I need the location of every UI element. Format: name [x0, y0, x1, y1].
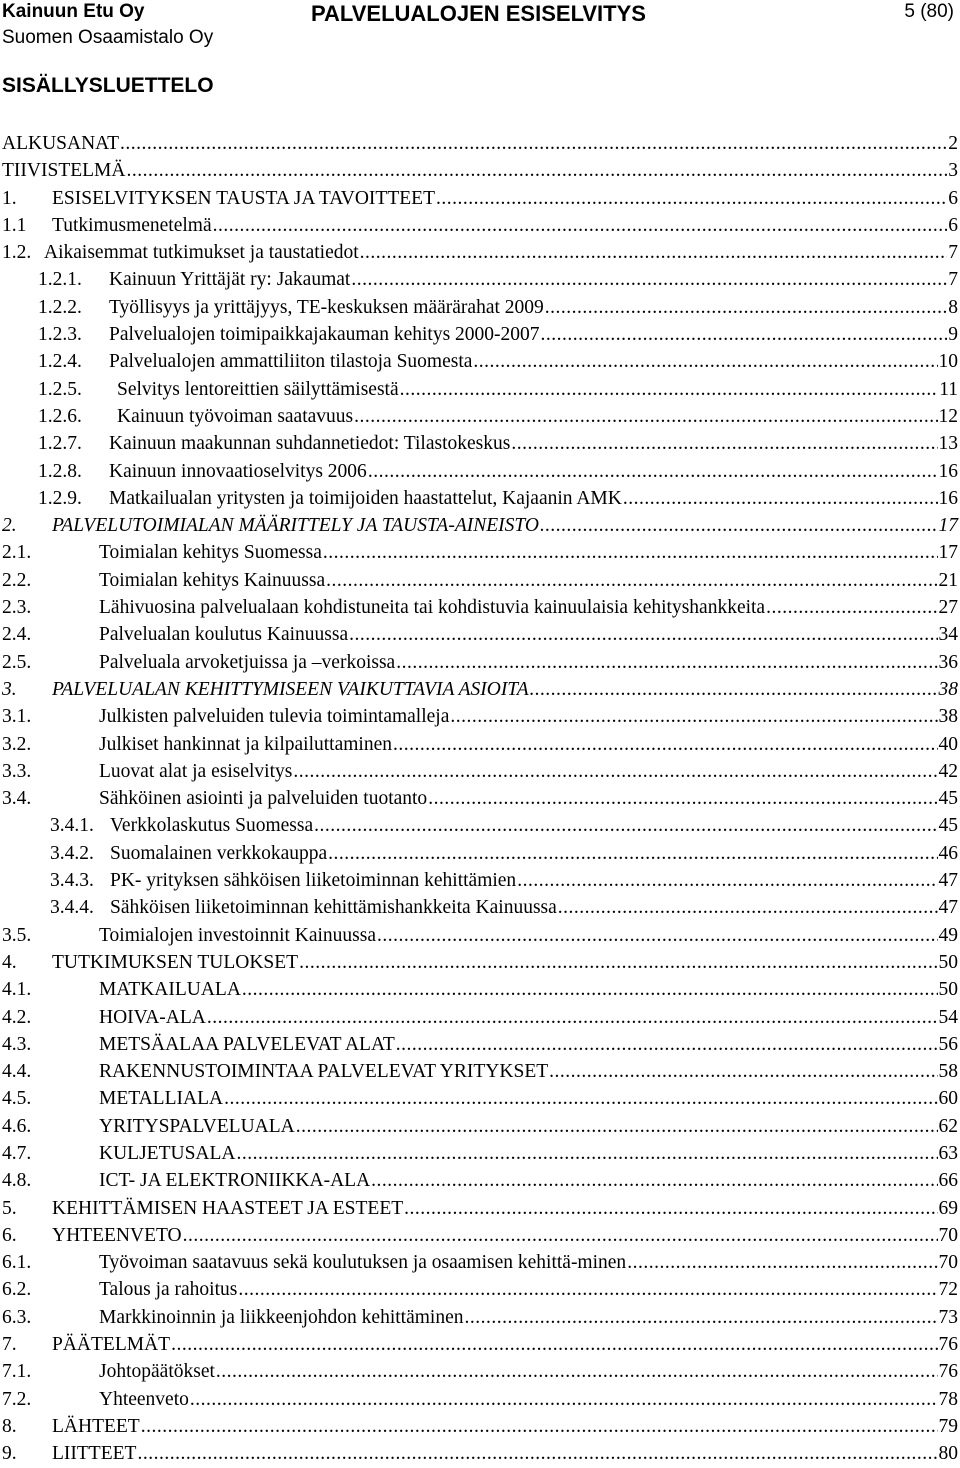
toc-entry-title: Toimialojen investoinnit Kainuussa: [99, 924, 377, 946]
company-name: Kainuun Etu Oy: [2, 1, 145, 22]
toc-entry-number: 3.1.: [2, 706, 32, 728]
toc-dot-leader: [354, 403, 937, 430]
toc-entry[interactable]: [0, 294, 958, 321]
toc-entry-number: 6.2.: [2, 1279, 32, 1301]
toc-entry-page: 2: [948, 133, 958, 154]
toc-entry[interactable]: [0, 212, 958, 239]
toc-entry-title: Palvelualojen ammattiliiton tilastoja Suomesta: [109, 351, 473, 373]
toc-entry-title: TIIVISTELMÄ: [2, 160, 126, 182]
toc-dot-leader: [464, 1304, 937, 1331]
toc-entry-title: Markkinoinnin ja liikkeenjohdon kehittäminen: [99, 1306, 464, 1328]
toc-entry[interactable]: [0, 239, 958, 266]
toc-entry-title: METALLIALA: [99, 1088, 224, 1110]
toc-entry[interactable]: [0, 1195, 958, 1222]
toc-entry-page: 62: [938, 1115, 958, 1137]
toc-dot-leader: [224, 1085, 937, 1112]
toc-entry-page: 47: [938, 897, 958, 919]
toc-entry[interactable]: [0, 157, 958, 184]
toc-dot-leader: [473, 348, 937, 375]
toc-entry-page: 47: [938, 870, 958, 892]
toc-entry-title: Aikaisemmat tutkimukset ja taustatiedot: [44, 242, 359, 264]
toc-entry-page: 46: [938, 842, 958, 864]
toc-entry-number: 3.3.: [2, 760, 32, 782]
toc-dot-leader: [314, 812, 937, 839]
toc-entry-page: 45: [938, 815, 958, 837]
toc-entry-number: 3.4.4.: [50, 897, 94, 919]
toc-dot-leader: [400, 376, 939, 403]
toc-entry-page: 34: [938, 624, 958, 646]
toc-entry-page: 16: [938, 487, 958, 509]
toc-entry-number: 3.4.: [2, 788, 32, 810]
toc-entry-title: Tutkimusmenetelmä: [52, 214, 212, 236]
toc-entry-page: 70: [938, 1224, 958, 1246]
toc-dot-leader: [126, 157, 947, 184]
toc-entry-title: PALVELUALAN KEHITTYMISEEN VAIKUTTAVIA ASIOITA: [52, 678, 529, 700]
toc-dot-leader: [368, 458, 938, 485]
toc-entry[interactable]: [0, 976, 958, 1003]
toc-entry-title: LIITTEET: [52, 1443, 137, 1465]
toc-entry-page: 11: [939, 378, 958, 400]
toc-entry-page: 80: [938, 1443, 958, 1465]
toc-entry-title: YRITYSPALVELUALA: [99, 1115, 295, 1137]
toc-entry-title: Matkailualan yritysten ja toimijoiden haastattelut, Kajaanin AMK: [109, 487, 622, 509]
toc-dot-leader: [237, 1140, 938, 1167]
toc-entry-page: 38: [938, 706, 958, 728]
toc-entry-page: 7: [948, 242, 958, 264]
toc-entry-title: Luovat alat ja esiselvitys: [99, 760, 293, 782]
toc-entry-number: 1.2.8.: [38, 460, 82, 482]
toc-dot-leader: [511, 430, 937, 457]
toc-entry[interactable]: [0, 485, 958, 512]
toc-entry-number: 7.1.: [2, 1361, 32, 1383]
toc-entry-number: 5.: [2, 1197, 17, 1219]
toc-entry-number: 1.2.7.: [38, 433, 82, 455]
document-title: PALVELUALOJEN ESISELVITYS: [311, 1, 646, 26]
toc-entry[interactable]: [0, 1004, 958, 1031]
toc-entry-title: Julkisten palveluiden tulevia toimintamalleja: [99, 706, 450, 728]
toc-entry-number: 2.3.: [2, 597, 32, 619]
toc-dot-leader: [371, 1167, 937, 1194]
toc-entry-title: Kainuun työvoiman saatavuus: [117, 405, 354, 427]
toc-entry-page: 69: [938, 1197, 958, 1219]
toc-entry-page: 54: [938, 1006, 958, 1028]
toc-entry-number: 4.2.: [2, 1006, 32, 1028]
toc-entry-page: 45: [938, 788, 958, 810]
toc-entry-page: 66: [938, 1170, 958, 1192]
toc-entry-title: Palvelualojen toimipaikkajakauman kehitys 2000-2007: [109, 324, 540, 346]
toc-entry[interactable]: [0, 1413, 958, 1440]
toc-entry-title: Kainuun maakunnan suhdannetiedot: Tilastokeskus: [109, 433, 511, 455]
toc-entry[interactable]: [0, 321, 958, 348]
toc-dot-leader: [216, 1358, 938, 1385]
toc-entry[interactable]: [0, 1276, 958, 1303]
toc-dot-leader: [141, 1413, 938, 1440]
toc-dot-leader: [450, 703, 937, 730]
toc-entry[interactable]: [0, 703, 958, 730]
toc-entry[interactable]: [0, 348, 958, 375]
toc-entry-page: 13: [938, 433, 958, 455]
toc-entry-page: 78: [938, 1388, 958, 1410]
toc-entry-page: 16: [938, 460, 958, 482]
toc-entry-page: 42: [938, 760, 958, 782]
toc-dot-leader: [627, 1249, 937, 1276]
toc-entry-number: 7.: [2, 1334, 17, 1356]
toc-dot-leader: [541, 321, 948, 348]
toc-entry[interactable]: [0, 1058, 958, 1085]
toc-dot-leader: [428, 785, 937, 812]
toc-entry[interactable]: [0, 130, 958, 157]
toc-entry-title: Johtopäätökset: [99, 1361, 215, 1383]
toc-entry-number: 2.: [2, 515, 17, 537]
toc-entry-title: Työllisyys ja yrittäjyys, TE-keskuksen määrärahat 2009: [109, 296, 544, 318]
toc-entry[interactable]: [0, 731, 958, 758]
toc-dot-leader: [549, 1058, 937, 1085]
toc-entry-number: 1.2.6.: [38, 405, 82, 427]
toc-entry-number: 4.1.: [2, 979, 32, 1001]
toc-entry-number: 1.2.9.: [38, 487, 82, 509]
toc-entry[interactable]: [0, 621, 958, 648]
toc-entry-number: 4.8.: [2, 1170, 32, 1192]
toc-entry[interactable]: [0, 1031, 958, 1058]
toc-dot-leader: [558, 894, 938, 921]
toc-entry-page: 76: [938, 1361, 958, 1383]
toc-entry-title: Lähivuosina palvelualaan kohdistuneita tai kohdistuvia kainuulaisia kehityshankkeita: [99, 597, 766, 619]
toc-entry-number: 7.2.: [2, 1388, 32, 1410]
toc-entry-page: 70: [938, 1252, 958, 1274]
toc-dot-leader: [396, 1031, 938, 1058]
toc-entry[interactable]: [0, 1140, 958, 1167]
toc-dot-leader: [242, 976, 938, 1003]
toc-entry-page: 50: [938, 979, 958, 1001]
toc-entry[interactable]: [0, 758, 958, 785]
toc-dot-leader: [238, 1276, 937, 1303]
toc-entry-title: Palvelualan koulutus Kainuussa: [99, 624, 349, 646]
toc-dot-leader: [183, 1222, 938, 1249]
toc-entry-page: 8: [948, 296, 958, 318]
toc-entry-page: 38: [938, 678, 958, 700]
toc-entry[interactable]: [0, 922, 958, 949]
toc-entry-page: 17: [938, 542, 958, 564]
toc-dot-leader: [207, 1004, 938, 1031]
toc-entry-number: 1.2.3.: [38, 324, 82, 346]
toc-entry-number: 3.2.: [2, 733, 32, 755]
toc-entry-title: Julkiset hankinnat ja kilpailuttaminen: [99, 733, 392, 755]
toc-dot-leader: [360, 239, 948, 266]
toc-entry-title: KULJETUSALA: [99, 1142, 236, 1164]
toc-entry-page: 7: [948, 269, 958, 291]
toc-entry-page: 40: [938, 733, 958, 755]
toc-entry[interactable]: [0, 785, 958, 812]
toc-entry-number: 4.4.: [2, 1061, 32, 1083]
toc-entry[interactable]: [0, 1331, 958, 1358]
toc-entry-page: 76: [938, 1334, 958, 1356]
toc-entry-title: LÄHTEET: [52, 1415, 140, 1437]
toc-entry-page: 60: [938, 1088, 958, 1110]
toc-dot-leader: [137, 1440, 937, 1467]
toc-entry-number: 8.: [2, 1415, 17, 1437]
toc-entry-title: YHTEENVETO: [52, 1224, 182, 1246]
organization-name: Suomen Osaamistalo Oy: [2, 27, 214, 48]
toc-entry[interactable]: [0, 949, 958, 976]
toc-dot-leader: [120, 130, 947, 157]
toc-entry-page: 49: [938, 924, 958, 946]
toc-entry-title: Verkkolaskutus Suomessa: [110, 815, 314, 837]
toc-entry-number: 3.4.2.: [50, 842, 94, 864]
toc-dot-leader: [213, 212, 948, 239]
toc-dot-leader: [545, 294, 947, 321]
toc-dot-leader: [404, 1195, 937, 1222]
toc-entry-title: Selvitys lentoreittien säilyttämisestä: [117, 378, 399, 400]
toc-entry-number: 1.2.4.: [38, 351, 82, 373]
toc-entry-title: Sähköisen liiketoiminnan kehittämishankkeita Kainuussa: [110, 897, 557, 919]
toc-entry-title: Sähköinen asiointi ja palveluiden tuotanto: [99, 788, 428, 810]
toc-entry[interactable]: [0, 185, 958, 212]
toc-dot-leader: [377, 922, 937, 949]
toc-entry-title: KEHITTÄMISEN HAASTEET JA ESTEET: [52, 1197, 404, 1219]
toc-entry-title: HOIVA-ALA: [99, 1006, 206, 1028]
toc-entry-number: 1.2.2.: [38, 296, 82, 318]
toc-dot-leader: [623, 485, 938, 512]
toc-entry[interactable]: [0, 430, 958, 457]
toc-entry-number: 1.2.5.: [38, 378, 82, 400]
toc-dot-leader: [349, 621, 937, 648]
toc-dot-leader: [540, 512, 938, 539]
table-of-contents: [0, 130, 958, 1468]
page-number: 5 (80): [904, 1, 954, 22]
toc-entry[interactable]: [0, 266, 958, 293]
toc-entry-title: METSÄALAA PALVELEVAT ALAT: [99, 1033, 395, 1055]
toc-entry[interactable]: [0, 1304, 958, 1331]
toc-entry-page: 79: [938, 1415, 958, 1437]
toc-entry[interactable]: [0, 1440, 958, 1467]
toc-entry-number: 2.5.: [2, 651, 32, 673]
toc-entry-page: 10: [938, 351, 958, 373]
toc-entry[interactable]: [0, 1113, 958, 1140]
toc-dot-leader: [323, 539, 938, 566]
toc-entry-number: 2.2.: [2, 569, 32, 591]
toc-entry-number: 3.4.3.: [50, 870, 94, 892]
toc-entry[interactable]: [0, 812, 958, 839]
toc-entry-title: Toimialan kehitys Kainuussa: [99, 569, 326, 591]
toc-entry-page: 12: [938, 405, 958, 427]
toc-entry-page: 6: [948, 214, 958, 236]
page-header: [0, 0, 960, 56]
toc-entry-title: Talous ja rahoitus: [99, 1279, 238, 1301]
toc-entry-number: 1.1: [2, 214, 27, 236]
toc-dot-leader: [393, 731, 938, 758]
toc-entry-title: RAKENNUSTOIMINTAA PALVELEVAT YRITYKSET: [99, 1061, 549, 1083]
toc-entry-page: 17: [938, 515, 958, 537]
toc-entry[interactable]: [0, 376, 958, 403]
toc-entry-page: 27: [938, 597, 958, 619]
toc-entry-number: 4.: [2, 951, 17, 973]
toc-dot-leader: [530, 676, 938, 703]
toc-entry[interactable]: [0, 649, 958, 676]
toc-entry-page: 21: [938, 569, 958, 591]
toc-dot-leader: [296, 1113, 938, 1140]
toc-entry[interactable]: [0, 1386, 958, 1413]
toc-entry-page: 73: [938, 1306, 958, 1328]
toc-entry-number: 4.5.: [2, 1088, 32, 1110]
toc-dot-leader: [396, 649, 937, 676]
toc-entry-title: TUTKIMUKSEN TULOKSET: [52, 951, 299, 973]
toc-entry-title: ALKUSANAT: [2, 133, 119, 154]
toc-entry[interactable]: [0, 894, 958, 921]
toc-entry-title: ICT- JA ELEKTRONIIKKA-ALA: [99, 1170, 371, 1192]
toc-entry-title: MATKAILUALA: [99, 979, 241, 1001]
toc-entry[interactable]: [0, 403, 958, 430]
toc-entry-page: 58: [938, 1061, 958, 1083]
toc-entry-page: 63: [938, 1142, 958, 1164]
toc-heading: SISÄLLYSLUETTELO: [2, 74, 214, 97]
toc-entry-number: 6.: [2, 1224, 17, 1246]
toc-entry-number: 6.3.: [2, 1306, 32, 1328]
toc-entry[interactable]: [0, 567, 958, 594]
toc-entry[interactable]: [0, 1249, 958, 1276]
toc-entry[interactable]: [0, 867, 958, 894]
toc-dot-leader: [436, 185, 947, 212]
toc-entry[interactable]: [0, 1222, 958, 1249]
toc-entry[interactable]: [0, 458, 958, 485]
toc-entry-number: 6.1.: [2, 1252, 32, 1274]
toc-entry-page: 72: [938, 1279, 958, 1301]
toc-entry-title: Kainuun Yrittäjät ry: Jakaumat: [109, 269, 351, 291]
toc-entry-number: 2.4.: [2, 624, 32, 646]
toc-entry-title: Suomalainen verkkokauppa: [110, 842, 328, 864]
toc-entry-title: Kainuun innovaatioselvitys 2006: [109, 460, 367, 482]
toc-entry[interactable]: [0, 539, 958, 566]
toc-entry-title: PK- yrityksen sähköisen liiketoiminnan kehittämien: [110, 870, 517, 892]
toc-entry-number: 2.1.: [2, 542, 32, 564]
toc-entry-title: Palveluala arvoketjuissa ja –verkoissa: [99, 651, 396, 673]
toc-entry[interactable]: [0, 840, 958, 867]
toc-entry-page: 6: [948, 187, 958, 209]
toc-entry[interactable]: [0, 676, 958, 703]
toc-entry-title: PALVELUTOIMIALAN MÄÄRITTELY JA TAUSTA-AINEISTO: [52, 515, 539, 537]
toc-entry-page: 56: [938, 1033, 958, 1055]
toc-entry[interactable]: [0, 512, 958, 539]
toc-dot-leader: [326, 567, 937, 594]
toc-entry-number: 4.7.: [2, 1142, 32, 1164]
toc-entry[interactable]: [0, 1358, 958, 1385]
toc-dot-leader: [766, 594, 937, 621]
toc-dot-leader: [328, 840, 937, 867]
toc-dot-leader: [190, 1386, 938, 1413]
toc-entry-title: Yhteenveto: [99, 1388, 189, 1410]
toc-entry-number: 1.2.: [2, 242, 32, 264]
toc-dot-leader: [351, 266, 947, 293]
toc-dot-leader: [517, 867, 937, 894]
toc-entry[interactable]: [0, 1085, 958, 1112]
toc-dot-leader: [171, 1331, 937, 1358]
toc-dot-leader: [299, 949, 937, 976]
toc-entry-page: 3: [948, 160, 958, 182]
toc-entry-number: 1.: [2, 187, 17, 209]
toc-entry-page: 9: [948, 324, 958, 346]
toc-entry-number: 3.: [2, 678, 17, 700]
toc-entry-number: 1.2.1.: [38, 269, 82, 291]
toc-entry-title: Työvoiman saatavuus sekä koulutuksen ja osaamisen kehittä-minen: [99, 1252, 627, 1274]
toc-dot-leader: [293, 758, 937, 785]
toc-entry-title: ESISELVITYKSEN TAUSTA JA TAVOITTEET: [52, 187, 435, 209]
toc-entry-number: 3.4.1.: [50, 815, 94, 837]
toc-entry-page: 36: [938, 651, 958, 673]
toc-entry-number: 4.3.: [2, 1033, 32, 1055]
toc-entry-number: 9.: [2, 1443, 17, 1465]
toc-entry-page: 50: [938, 951, 958, 973]
toc-entry-number: 4.6.: [2, 1115, 32, 1137]
toc-entry[interactable]: [0, 594, 958, 621]
toc-entry-title: Toimialan kehitys Suomessa: [99, 542, 322, 564]
toc-entry[interactable]: [0, 1167, 958, 1194]
toc-entry-number: 3.5.: [2, 924, 32, 946]
toc-entry-title: PÄÄTELMÄT: [52, 1334, 171, 1356]
